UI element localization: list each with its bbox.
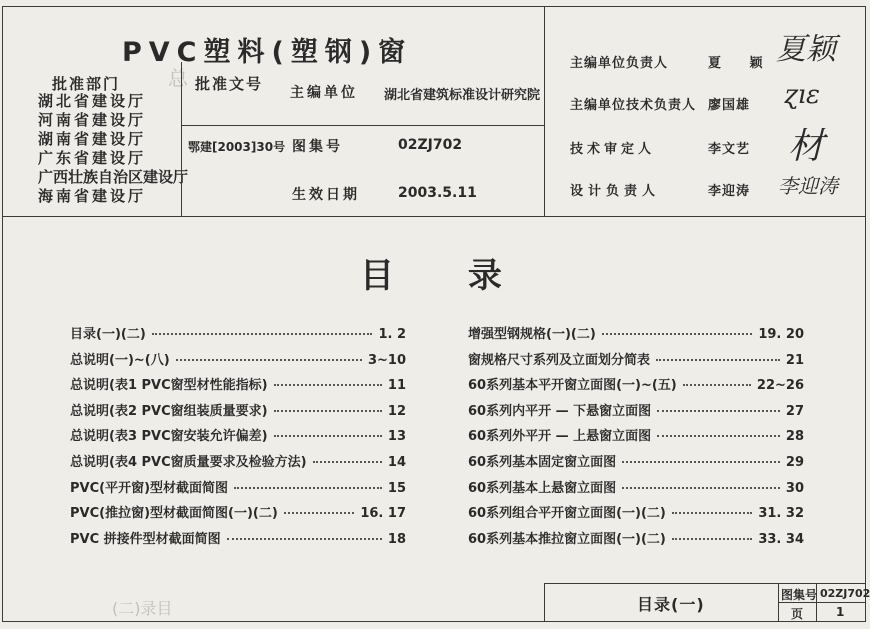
- toc-entry-page: 12: [387, 404, 406, 419]
- toc-entry-page: 3~10: [367, 353, 406, 368]
- toc-entry-text: 60系列基本上悬窗立面图: [468, 481, 617, 496]
- personnel-role: 主编单位技术负责人: [570, 98, 697, 113]
- toc-entry-page: 21: [785, 353, 804, 368]
- editor-unit-label: 主编单位: [290, 85, 358, 101]
- personnel-name: 李文艺: [708, 142, 751, 157]
- toc-leader: [657, 435, 780, 437]
- effective-date-label: 生效日期: [292, 187, 360, 203]
- toc-leader: [313, 461, 382, 463]
- toc-entry: [468, 323, 804, 342]
- toc-entry-text: 总说明(表2 PVC窗组装质量要求): [70, 404, 268, 419]
- approval-dept-item: 广东省建设厅: [38, 149, 147, 167]
- toc-entry: [70, 477, 406, 496]
- toc-entry-page: 29: [785, 455, 804, 470]
- atlas-no-label: 图集号: [292, 139, 343, 155]
- document-title: PVC塑料(塑钢)窗: [122, 37, 413, 68]
- toc-leader: [284, 512, 355, 514]
- toc-entry: [468, 528, 804, 547]
- approval-dept-item: 湖南省建设厅: [38, 130, 147, 148]
- toc-leader: [274, 384, 382, 386]
- toc-entry: [468, 477, 804, 496]
- toc-entry-page: 16. 17: [360, 506, 406, 521]
- toc-entry-text: 60系列基本固定窗立面图: [468, 455, 617, 470]
- approval-doc-label: 批准文号: [195, 75, 264, 93]
- toc-entry-page: 14: [387, 455, 406, 470]
- approval-doc-no: 鄂建[2003]30号: [188, 140, 286, 154]
- approval-dept-label: 批准部门: [52, 75, 121, 93]
- toc-entry-text: 总说明(一)~(八): [70, 353, 170, 368]
- title-block-atlas-no: 02ZJ702: [820, 587, 870, 600]
- toc-entry: [70, 451, 406, 470]
- toc-leader: [227, 538, 382, 540]
- toc-entry: [70, 349, 406, 368]
- toc-entry: [70, 374, 406, 393]
- toc-leader: [657, 410, 780, 412]
- personnel-signature: 材: [788, 126, 825, 167]
- toc-leader: [672, 512, 752, 514]
- toc-entry-page: 19. 20: [758, 327, 804, 342]
- toc-entry-page: 31. 32: [758, 506, 804, 521]
- approval-dept-item: 河南省建设厅: [38, 111, 147, 129]
- personnel-signature: ɀıɛ: [784, 80, 820, 110]
- toc-entry-page: 33. 34: [758, 532, 804, 547]
- bleed-through-bottom: (二)录目: [112, 599, 173, 618]
- toc-entry-text: 总说明(表3 PVC窗安装允许偏差): [70, 429, 268, 444]
- toc-leader: [622, 487, 780, 489]
- approval-dept-item: 湖北省建设厅: [38, 92, 147, 110]
- toc-entry-text: 60系列内平开 — 下悬窗立面图: [468, 404, 652, 419]
- editor-unit: 湖北省建筑标准设计研究院: [384, 88, 541, 103]
- toc-leader: [672, 538, 752, 540]
- sheet-title: 目录(一): [637, 595, 705, 614]
- toc-entry-text: 60系列组合平开窗立面图(一)(二): [468, 506, 666, 521]
- personnel-name: 廖国雄: [708, 98, 751, 113]
- toc-entry: [70, 502, 406, 521]
- personnel-name: 夏 颖: [708, 56, 775, 71]
- approval-dept-item: 海南省建设厅: [38, 187, 147, 205]
- toc-leader: [683, 384, 751, 386]
- approval-dept-item: 广西壮族自治区建设厅: [38, 168, 189, 186]
- toc-entry-text: PVC(平开窗)型材截面简图: [70, 481, 229, 496]
- bleed-through-top: 总: [168, 66, 188, 90]
- header-bottom-rule: [2, 216, 866, 217]
- toc-entry: [468, 400, 804, 419]
- header-divider: [181, 62, 182, 216]
- toc-leader: [152, 333, 373, 335]
- toc-entry-text: 窗规格尺寸系列及立面划分简表: [468, 353, 651, 368]
- toc-leader: [274, 410, 382, 412]
- personnel-role: 设计负责人: [570, 184, 661, 199]
- toc-leader: [622, 461, 780, 463]
- toc-entry-page: 13: [387, 429, 406, 444]
- title-block-page-label: 页: [791, 607, 804, 621]
- personnel-role: 主编单位负责人: [570, 56, 669, 71]
- personnel-signature: 李迎涛: [778, 174, 838, 198]
- toc-entry-text: PVC 拼接件型材截面简图: [70, 532, 221, 547]
- toc-entry-page: 1. 2: [378, 327, 406, 342]
- toc-entry: [468, 349, 804, 368]
- toc-leader: [234, 487, 382, 489]
- toc-entry-page: 15: [387, 481, 406, 496]
- toc-entry-text: 目录(一)(二): [70, 327, 146, 342]
- personnel-signature: 夏颖: [776, 32, 836, 67]
- atlas-no: 02ZJ702: [398, 137, 463, 153]
- toc-entry-page: 22~26: [756, 378, 804, 393]
- toc-leader: [176, 359, 362, 361]
- toc-entry: [468, 374, 804, 393]
- toc-entry-text: 60系列基本平开窗立面图(一)~(五): [468, 378, 677, 393]
- toc-entry-page: 27: [785, 404, 804, 419]
- toc-entry: [468, 425, 804, 444]
- toc-entry-page: 11: [387, 378, 406, 393]
- approval-dept-list: [38, 92, 188, 206]
- effective-date: 2003.5.11: [398, 185, 477, 201]
- toc-entry-text: 60系列基本推拉窗立面图(一)(二): [468, 532, 666, 547]
- toc-entry: [70, 323, 406, 342]
- toc-entry-page: 30: [785, 481, 804, 496]
- toc-leader: [274, 435, 382, 437]
- toc-entry: [70, 400, 406, 419]
- header-divider: [544, 6, 545, 216]
- toc-leader: [656, 359, 780, 361]
- toc-entry: [468, 451, 804, 470]
- toc-entry-text: 总说明(表1 PVC窗型材性能指标): [70, 378, 268, 393]
- toc-entry: [468, 502, 804, 521]
- toc-entry-text: 总说明(表4 PVC窗质量要求及检验方法): [70, 455, 307, 470]
- toc-entry-text: 增强型钢规格(一)(二): [468, 327, 596, 342]
- toc-entry-text: PVC(推拉窗)型材截面简图(一)(二): [70, 506, 278, 521]
- toc-leader: [602, 333, 753, 335]
- toc-entry-page: 28: [785, 429, 804, 444]
- contents-title: 目 录: [360, 256, 504, 296]
- header-divider: [181, 125, 544, 126]
- toc-entry-page: 18: [387, 532, 406, 547]
- personnel-name: 李迎涛: [708, 184, 751, 199]
- toc-entry: [70, 425, 406, 444]
- toc-entry-text: 60系列外平开 — 上悬窗立面图: [468, 429, 652, 444]
- title-block-page-no: 1: [836, 605, 845, 619]
- toc-entry: [70, 528, 406, 547]
- personnel-role: 技术审定人: [570, 142, 656, 157]
- title-block-divider: [544, 583, 545, 622]
- title-block-atlas-label: 图集号: [781, 588, 818, 602]
- title-block-top-rule: [544, 583, 866, 584]
